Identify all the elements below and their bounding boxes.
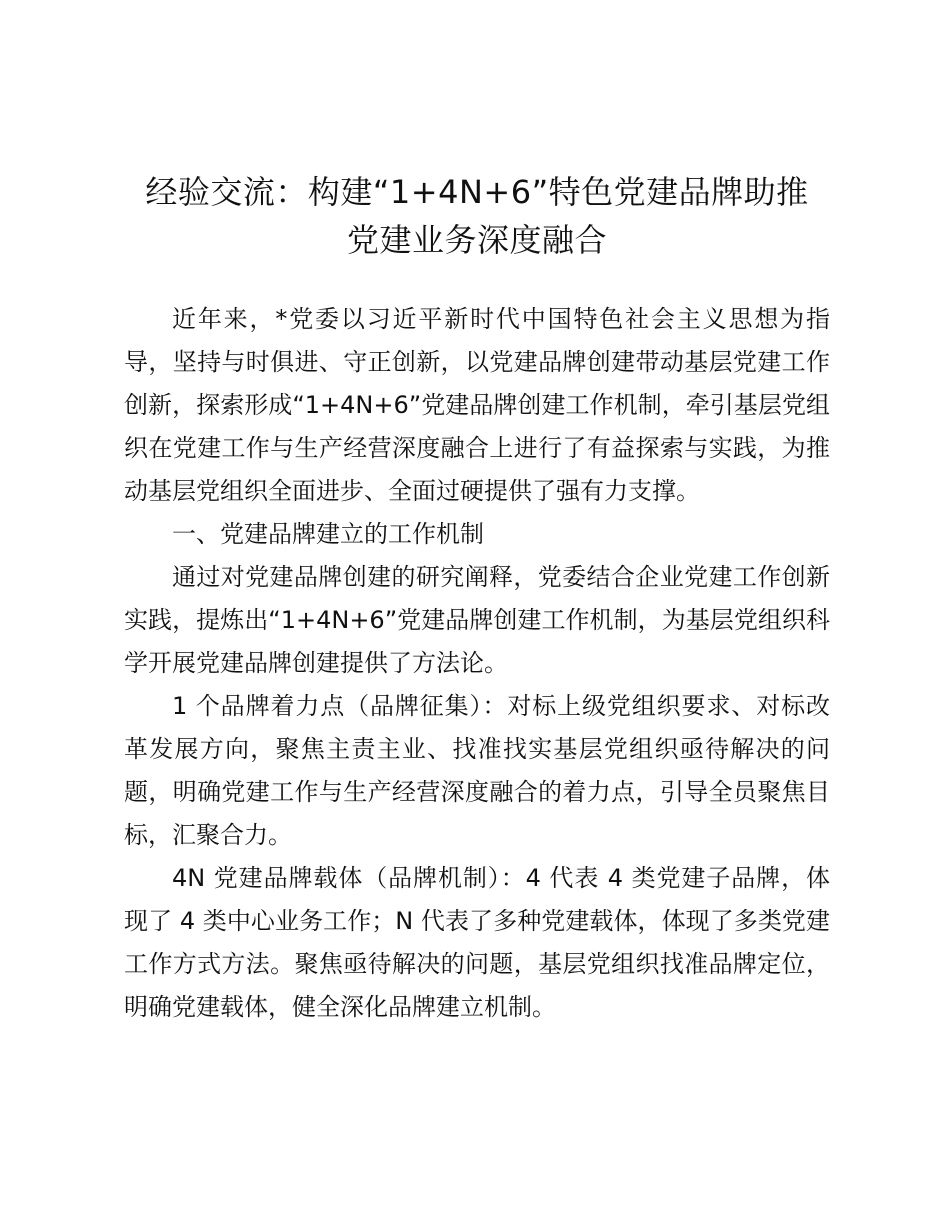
document-content [124,168,830,1029]
paragraph-brand-carrier: 4N 党建品牌载体（品牌机制）：4 代表 4 类党建子品牌，体现了 4 类中心业务工作；N 代表了多种党建载体，体现了多类党建工作方式方法。聚焦亟待解决的问题，基层党组织找准品牌定位，明确党建载体，健全深化品牌建立机制。 [124,864,830,1021]
title-line-2: 党建业务深度融合 [346,221,607,259]
paragraph-mechanism: 通过对党建品牌创建的研究阐释，党委结合企业党建工作创新实践，提炼出“1+4N+6”党建品牌创建工作机制，为基层党组织科学开展党建品牌创建提供了方法论。 [124,563,830,677]
paragraph-intro: 近年来，*党委以习近平新时代中国特色社会主义思想为指导，坚持与时俱进、守正创新，以党建品牌创建带动基层党建工作创新，探索形成“1+4N+6”党建品牌创建工作机制，牵引基层党组织在党建工作与生产经营深度融合上进行了有益探索与实践，为推动基层党组织全面进步、全面过硬提供了强有力支撑。 [124,305,830,505]
section-heading: 一、党建品牌建立的工作机制 [172,520,484,548]
title-line-1: 经验交流：构建“1+4N+6”特色党建品牌助推 [145,173,809,211]
paragraph-focus-point: 1 个品牌着力点（品牌征集）：对标上级党组织要求、对标改革发展方向，聚焦主责主业、找准找实基层党组织亟待解决的问题，明确党建工作与生产经营深度融合的着力点，引导全员聚焦目标，汇聚合力。 [124,692,830,849]
document-body [124,298,830,1029]
document-title [124,168,830,264]
